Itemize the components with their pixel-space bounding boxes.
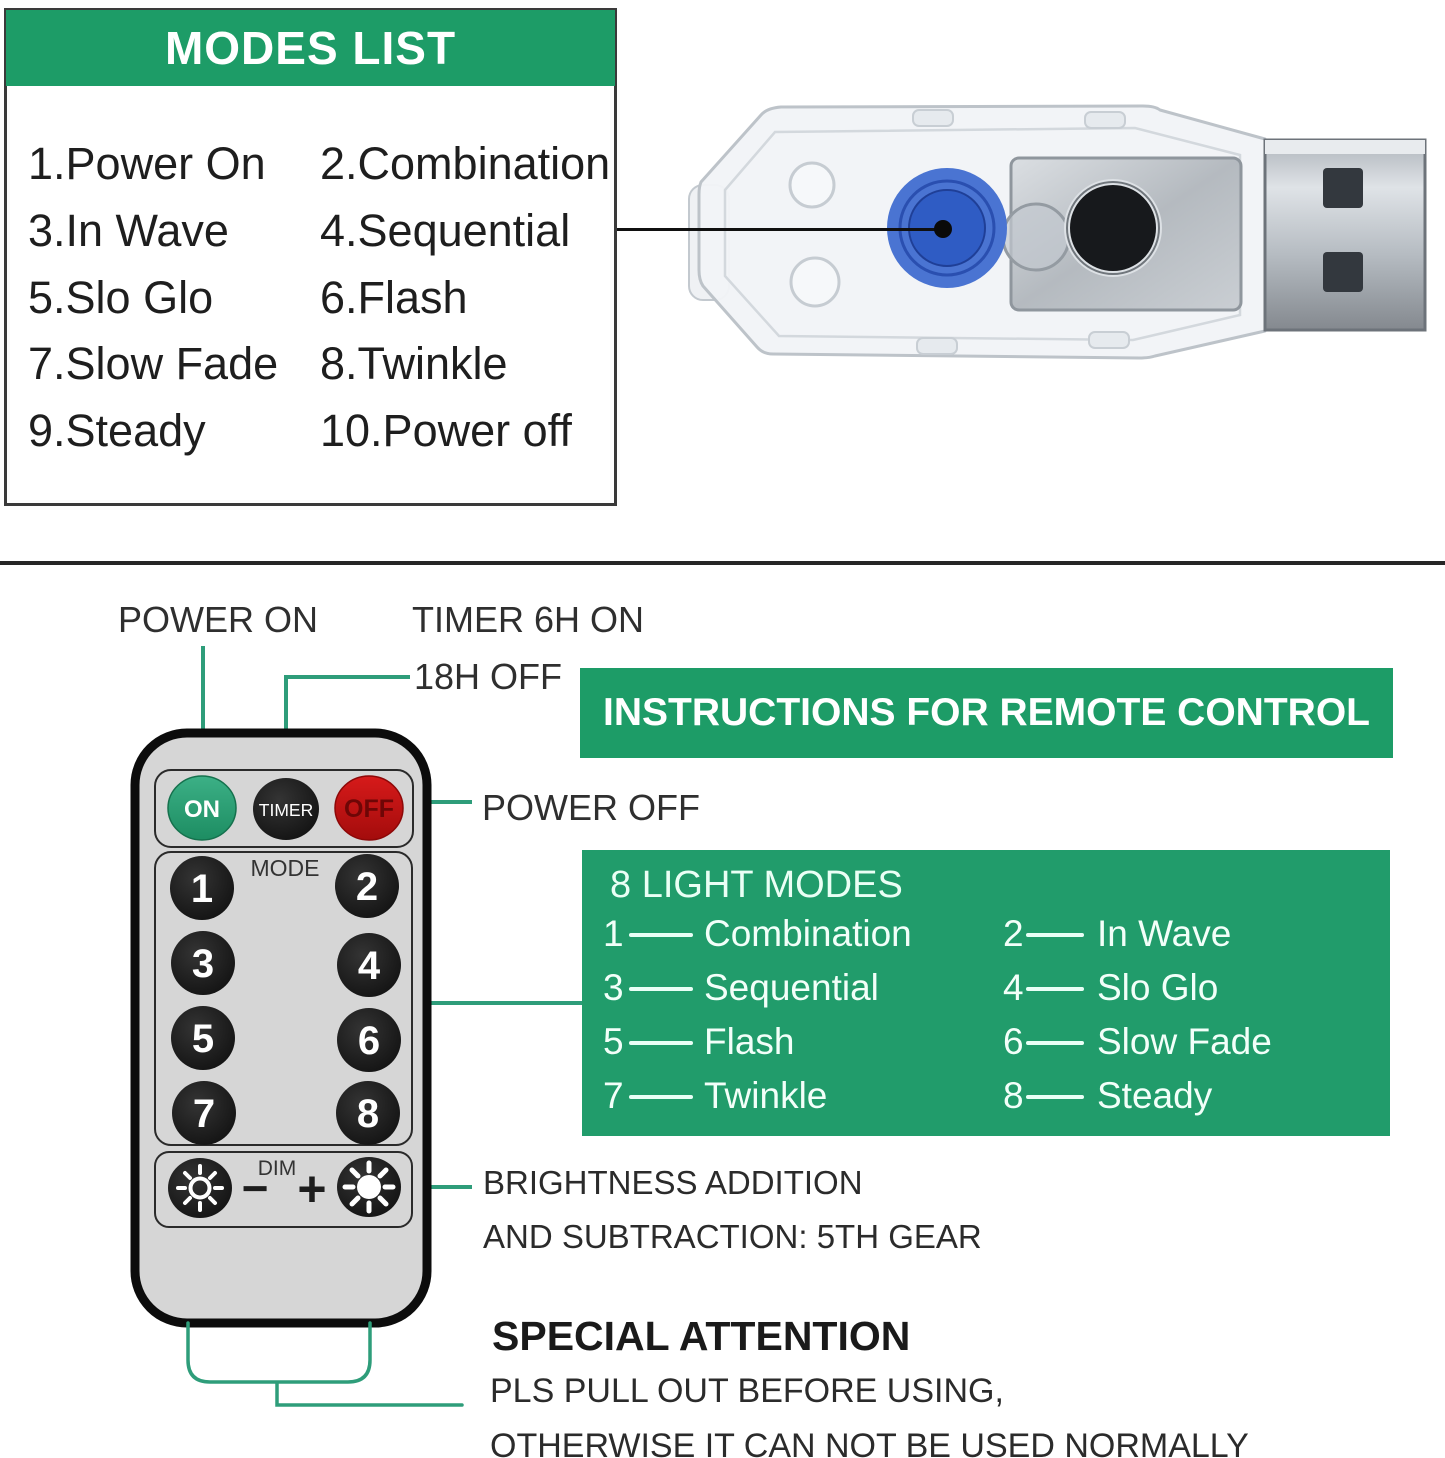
brightness-note-line2: AND SUBTRACTION: 5TH GEAR — [483, 1218, 982, 1255]
mode-item-3: 3.In Wave — [28, 205, 229, 256]
lm-dash-7 — [629, 1095, 693, 1099]
lm-dash-2 — [1026, 933, 1084, 937]
mode-button-5-label: 5 — [191, 1017, 215, 1061]
mode-button-1-label: 1 — [190, 867, 214, 911]
mode-item-1: 1.Power On — [28, 138, 266, 189]
modes-list-header — [6, 10, 615, 86]
lm-num-2: 2 — [1003, 913, 1024, 954]
usb-screw-post — [790, 163, 834, 207]
timer-button-label: TIMER — [258, 800, 314, 820]
dim-group-label: DIM — [257, 1157, 297, 1180]
usb-tab-bottom — [917, 338, 957, 354]
lm-dash-3 — [629, 987, 693, 991]
mode-item-10: 10.Power off — [320, 405, 572, 456]
lm-dash-5 — [629, 1041, 693, 1045]
mode-item-5: 5.Slo Glo — [28, 272, 214, 323]
lm-label-7: Twinkle — [704, 1075, 828, 1116]
usb-screw-post-2 — [791, 258, 839, 306]
brightness-up-button — [337, 1157, 401, 1217]
mode-group-label: MODE — [250, 855, 320, 881]
special-attention-title: SPECIAL ATTENTION — [492, 1313, 911, 1359]
brightness-note-line1: BRIGHTNESS ADDITION — [483, 1164, 863, 1201]
mode-item-9: 9.Steady — [28, 405, 206, 456]
lm-label-3: Sequential — [704, 967, 879, 1008]
mode-button-8-label: 8 — [356, 1092, 380, 1136]
mode-item-4: 4.Sequential — [320, 205, 571, 256]
lm-num-5: 5 — [603, 1021, 624, 1062]
lm-num-1: 1 — [603, 913, 624, 954]
brightness-down-button — [168, 1158, 232, 1218]
modes-list-title: MODES LIST — [164, 22, 457, 74]
mode-button-6-label: 6 — [357, 1019, 381, 1063]
off-button-label: OFF — [344, 795, 394, 823]
mode-button-7-label: 7 — [192, 1092, 216, 1136]
lm-num-3: 3 — [603, 967, 624, 1008]
instructions-banner-title: INSTRUCTIONS FOR REMOTE CONTROL — [603, 691, 1370, 734]
dim-minus-sign: − — [241, 1162, 269, 1214]
modes-callout-line — [617, 228, 942, 231]
dim-plus-sign: + — [297, 1161, 327, 1217]
instructions-banner — [580, 668, 1393, 758]
mode-item-2: 2.Combination — [320, 138, 611, 189]
mode-button-2-label: 2 — [355, 865, 379, 909]
lm-label-6: Slow Fade — [1097, 1021, 1272, 1062]
usb-component-ring — [1003, 204, 1069, 270]
usb-controller-image — [655, 60, 1445, 440]
timer-6h-on-label: TIMER 6H ON — [412, 599, 645, 640]
lm-label-1: Combination — [704, 913, 912, 954]
mode-button-3-label: 3 — [191, 942, 215, 986]
light-modes-panel — [582, 850, 1390, 1136]
lm-dash-1 — [629, 933, 693, 937]
lm-label-5: Flash — [704, 1021, 795, 1062]
lm-label-2: In Wave — [1097, 913, 1232, 954]
modes-callout-dot — [934, 220, 952, 238]
remote-control-image — [125, 725, 435, 1335]
on-button-label: ON — [184, 796, 220, 823]
lm-num-4: 4 — [1003, 967, 1024, 1008]
usb-tab-bottom-2 — [1089, 332, 1129, 348]
timer-18h-off-label: 18H OFF — [414, 656, 563, 697]
lm-num-7: 7 — [603, 1075, 624, 1116]
lm-label-8: Steady — [1097, 1075, 1213, 1116]
lm-label-4: Slo Glo — [1097, 967, 1219, 1008]
lm-dash-6 — [1026, 1041, 1084, 1045]
power-on-label: POWER ON — [118, 599, 319, 640]
callout-line-18h-off-h — [284, 675, 410, 679]
power-off-label: POWER OFF — [482, 787, 700, 828]
section-divider — [0, 561, 1445, 565]
lm-dash-4 — [1026, 987, 1084, 991]
special-attention-line2: OTHERWISE IT CAN NOT BE USED NORMALLY — [490, 1427, 1249, 1458]
lm-num-6: 6 — [1003, 1021, 1024, 1062]
usb-connector-edge — [1265, 140, 1425, 154]
mode-item-8: 8.Twinkle — [320, 338, 508, 389]
mode-item-7: 7.Slow Fade — [28, 338, 279, 389]
usb-tab-top — [913, 110, 953, 126]
light-modes-title: 8 LIGHT MODES — [610, 864, 903, 906]
mode-button-4-label: 4 — [357, 944, 381, 988]
mode-item-6: 6.Flash — [320, 272, 468, 323]
pull-tab-callout-bracket — [180, 1320, 480, 1415]
lm-dash-8 — [1026, 1095, 1084, 1099]
usb-connector-slot — [1323, 168, 1363, 208]
lm-num-8: 8 — [1003, 1075, 1024, 1116]
callout-line-light-modes — [413, 1001, 583, 1005]
sun-bright-icon — [357, 1175, 381, 1199]
modes-list-box — [4, 8, 617, 506]
usb-connector-slot-2 — [1323, 252, 1363, 292]
usb-tab-top-2 — [1085, 112, 1125, 128]
special-attention-line1: PLS PULL OUT BEFORE USING, — [490, 1372, 1004, 1410]
